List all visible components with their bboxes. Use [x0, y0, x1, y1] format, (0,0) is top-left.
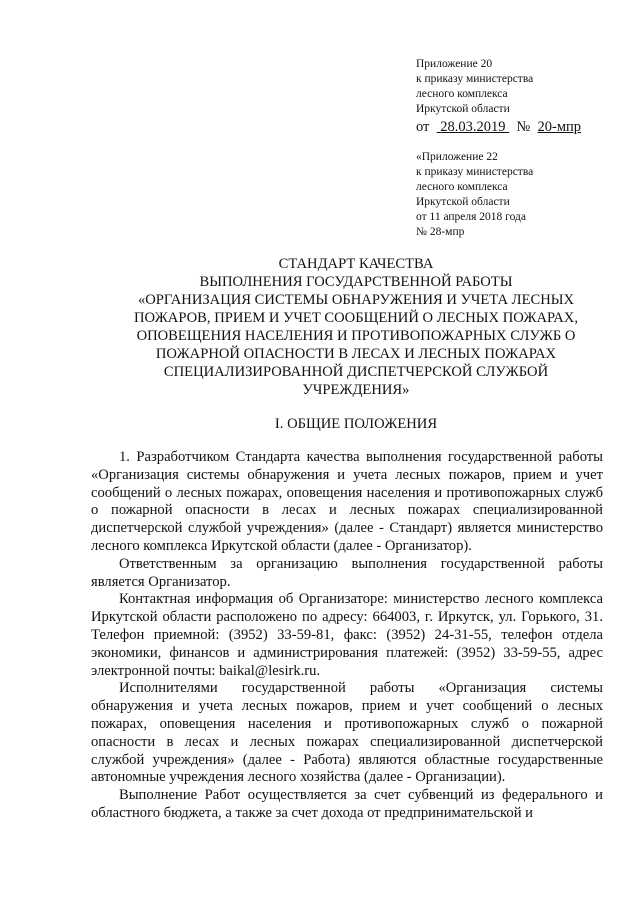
paragraph: 1. Разработчиком Стандарта качества выполнения государственной работы «Организация системы обнаружения и учета лесных пожаров, прием и учет сообщений о лесных пожарах, оповещения населения и противопожарных служб о пожарной опасности в лесах и лесных пожарах специализированной диспетчерской службой учреждения» (далее - Стандарт) является министерство лесного комплекса Иркутской области (далее - Организатор).	[91, 449, 603, 554]
paragraph: Ответственным за организацию выполнения государственной работы является Организатор.	[91, 555, 603, 590]
paragraph: Контактная информация об Организаторе: министерство лесного комплекса Иркутской области расположено по адресу: 664003, г. Иркутск, ул. Горького, 31. Телефон приемной: (3952) 33-59-81, факс: (3952) 24-31-55, телефон отдела экономики, финансов и администрирования платежей: (3952) 33-59-55, адрес электронной почты: baikal@lesirk.ru.	[91, 591, 603, 679]
annex-previous-order	[416, 150, 533, 240]
order-number: 20-мпр	[537, 119, 582, 135]
order-date-number	[416, 118, 581, 137]
number-sign: №	[516, 119, 531, 135]
title-line: УЧРЕЖДЕНИЯ»	[302, 382, 410, 398]
annex-line: лесного комплекса	[416, 88, 508, 100]
annex-line: к приказу министерства	[416, 73, 534, 85]
annex-line: Иркутской области	[416, 196, 510, 208]
title-line: СТАНДАРТ КАЧЕСТВА	[278, 256, 434, 272]
annex-line: от 11 апреля 2018 года	[416, 211, 526, 223]
annex-line: № 28-мпр	[416, 226, 465, 238]
annex-line: к приказу министерства	[416, 166, 534, 178]
annex-line: Иркутской области	[416, 103, 510, 115]
annex-line: лесного комплекса	[416, 181, 508, 193]
title-line: «ОРГАНИЗАЦИЯ СИСТЕМЫ ОБНАРУЖЕНИЯ И УЧЕТА ЛЕСНЫХ	[137, 292, 575, 308]
title-line: ПОЖАРОВ, ПРИЕМ И УЧЕТ СООБЩЕНИЙ О ЛЕСНЫХ ПОЖАРАХ,	[134, 310, 578, 326]
title-line: ПОЖАРНОЙ ОПАСНОСТИ В ЛЕСАХ И ЛЕСНЫХ ПОЖАРАХ	[155, 346, 557, 362]
annex-line: «Приложение 22	[416, 151, 498, 163]
title-line: ОПОВЕЩЕНИЯ НАСЕЛЕНИЯ И ПРОТИВОПОЖАРНЫХ СЛУЖБ О	[136, 328, 576, 344]
paragraph: Исполнителями государственной работы «Организация системы обнаружения и учета лесных пожаров, прием и учет сообщений о лесных пожарах, оповещения населения и противопожарных служб о пожарной опасности в лесах и лесных пожарах специализированной диспетчерской службой учреждения» (далее - Работа) являются областные государственные автономные учреждения лесного хозяйства (далее - Организации).	[91, 680, 603, 786]
document-body	[91, 449, 603, 823]
title-line: ВЫПОЛНЕНИЯ ГОСУДАРСТВЕННОЙ РАБОТЫ	[199, 274, 513, 290]
title-line: СПЕЦИАЛИЗИРОВАННОЙ ДИСПЕТЧЕРСКОЙ СЛУЖБОЙ	[163, 364, 549, 380]
paragraph: Выполнение Работ осуществляется за счет субвенций из федерального и областного бюджета, а также за счет дохода от предпринимательской и	[91, 787, 603, 821]
annex-current-order	[416, 57, 581, 137]
order-date: 28.03.2019	[440, 119, 506, 135]
from-label: от	[416, 119, 430, 135]
section-heading: I. ОБЩИЕ ПОЛОЖЕНИЯ	[274, 416, 438, 432]
document-title	[96, 255, 616, 399]
annex-line: Приложение 20	[416, 58, 493, 70]
